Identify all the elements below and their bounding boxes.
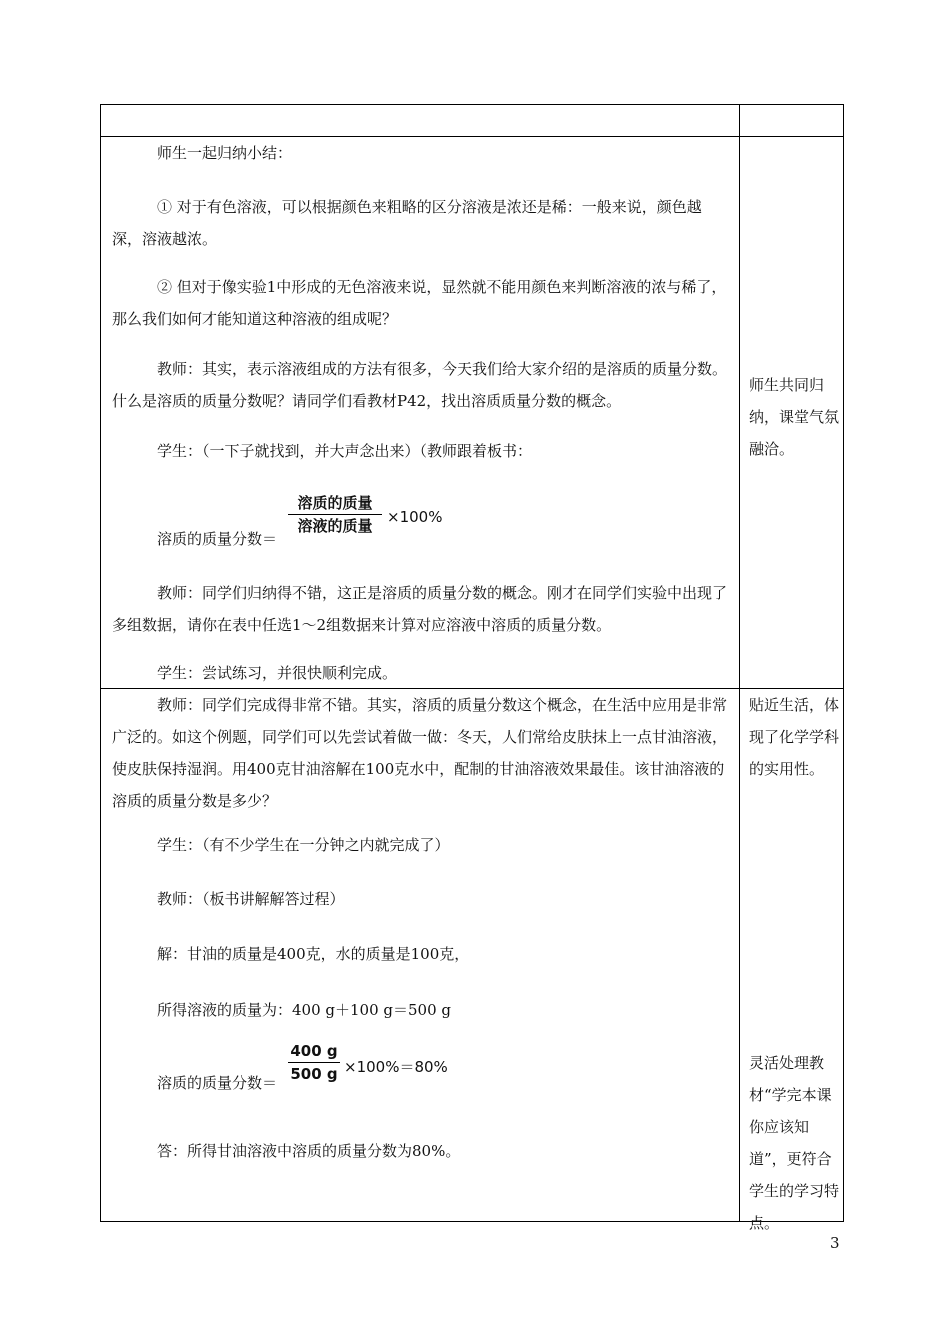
- student-solving: 学生：（有不少学生在一分钟之内就完成了）: [157, 836, 450, 854]
- student-practice: 学生：尝试练习，并很快顺利完成。: [157, 664, 398, 682]
- solution-numerator: 400 g: [290, 1042, 338, 1060]
- solution-fraction: [288, 1041, 340, 1084]
- note-summary: 师生共同归纳，课堂气氛融洽。: [749, 376, 840, 458]
- mass-fraction-definition: [288, 493, 382, 536]
- solution-answer: 答：所得甘油溶液中溶质的质量分数为80%。: [157, 1142, 461, 1160]
- fraction-multiplier: ×100%: [387, 508, 443, 526]
- solution-step-1: 解：甘油的质量是400克，水的质量是100克，: [157, 945, 470, 963]
- column-divider: [739, 105, 740, 1221]
- fraction-numerator: 溶质的质量: [297, 494, 373, 512]
- teacher-board: 教师：（板书讲解解答过程）: [157, 890, 345, 908]
- mass-fraction-label: 溶质的质量分数＝: [157, 530, 278, 548]
- summary-intro: 师生一起归纳小结：: [157, 144, 293, 162]
- solution-step-2: 所得溶液的质量为：400 g＋100 g＝500 g: [157, 1001, 452, 1019]
- summary-point-1: ① 对于有色溶液，可以根据颜色来粗略的区分溶液是浓还是稀：一般来说，颜色越深，溶液越浓。: [112, 198, 702, 248]
- teacher-comment: 教师：同学们归纳得不错，这正是溶质的质量分数的概念。刚才在同学们实验中出现了多组数据，请你在表中任选1～2组数据来计算对应溶液中溶质的质量分数。: [112, 584, 728, 634]
- lesson-table: [100, 104, 844, 1232]
- solution-result: ×100%＝80%: [344, 1058, 448, 1076]
- summary-point-2: ② 但对于像实验1中形成的无色溶液来说，显然就不能用颜色来判断溶液的浓与稀了，那么我们如何才能知道这种溶液的组成呢？: [112, 278, 727, 328]
- note-flexible-teaching: 灵活处理教材“学完本课你应该知道”，更符合学生的学习特点。: [749, 1054, 840, 1232]
- solution-fraction-label: 溶质的质量分数＝: [157, 1074, 278, 1092]
- fraction-denominator: 溶液的质量: [297, 517, 373, 535]
- note-real-life: 贴近生活，体现了化学学科的实用性。: [749, 696, 840, 778]
- solution-fraction-bar: [288, 1062, 340, 1063]
- page-number: 3: [830, 1234, 840, 1252]
- teacher-explanation: 教师：其实，表示溶液组成的方法有很多，今天我们给大家介绍的是溶质的质量分数。什么是溶质的质量分数呢？请同学们看教材P42，找出溶质质量分数的概念。: [112, 360, 728, 410]
- solution-denominator: 500 g: [290, 1065, 338, 1083]
- student-response: 学生：（一下子就找到，并大声念出来）（教师跟着板书：: [157, 442, 533, 460]
- fraction-bar: [288, 514, 382, 515]
- example-problem: 教师：同学们完成得非常不错。其实，溶质的质量分数这个概念，在生活中应用是非常广泛的。如这个例题，同学们可以先尝试着做一做：冬天，人们常给皮肤抹上一点甘油溶液，使皮肤保持湿润。用400克甘油溶解在100克水中，配制的甘油溶液效果最佳。该甘油溶液的溶质的质量分数是多少？: [112, 696, 728, 810]
